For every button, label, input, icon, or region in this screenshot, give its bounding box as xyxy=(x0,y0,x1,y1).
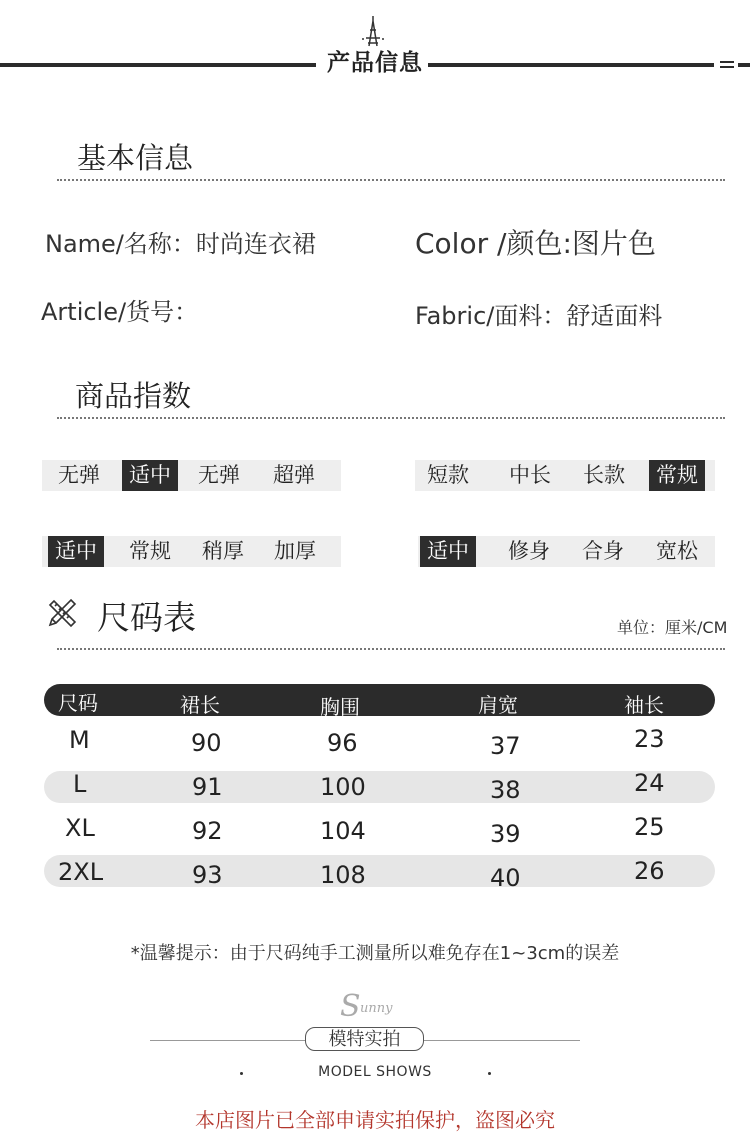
table-cell-size: M xyxy=(69,726,90,754)
index-thickness xyxy=(42,536,341,567)
page-title: 产品信息 xyxy=(327,50,423,76)
header-rule-end xyxy=(738,63,750,67)
header-dash xyxy=(720,66,734,68)
col-header-shoulder: 肩宽 xyxy=(478,693,518,717)
index-option: 无弹 xyxy=(198,463,240,487)
table-cell-size: L xyxy=(73,770,87,798)
header-rule-right xyxy=(428,63,714,67)
basic-info-title: 基本信息 xyxy=(77,141,194,175)
table-cell: 108 xyxy=(320,861,366,889)
sunny-logo xyxy=(338,988,408,1024)
svg-text:S: S xyxy=(340,989,361,1024)
unit-label: 单位：厘米/CM xyxy=(617,618,728,637)
index-option: 合身 xyxy=(582,539,624,563)
table-cell: 100 xyxy=(320,773,366,801)
index-option: 常规 xyxy=(129,539,171,563)
index-option-selected: 适中 xyxy=(420,536,476,567)
dotted-divider xyxy=(57,179,725,181)
header-dash xyxy=(720,61,734,63)
col-header-sleeve: 袖长 xyxy=(624,693,664,717)
table-cell: 104 xyxy=(320,817,366,845)
index-option: 短款 xyxy=(427,463,469,487)
index-option: 宽松 xyxy=(656,539,698,563)
table-cell: 39 xyxy=(490,820,521,848)
eiffel-tower-icon xyxy=(358,15,388,47)
index-fit xyxy=(418,536,715,567)
table-row-stripe xyxy=(44,771,715,803)
ruler-pencil-icon xyxy=(46,597,78,629)
table-cell: 96 xyxy=(327,729,358,757)
table-cell-size: 2XL xyxy=(58,858,104,886)
col-header-size: 尺码 xyxy=(58,691,98,715)
table-cell: 25 xyxy=(634,813,665,841)
product-fabric: Fabric/面料：舒适面料 xyxy=(415,302,663,330)
table-cell: 37 xyxy=(490,732,521,760)
index-elasticity xyxy=(42,460,341,491)
table-cell: 90 xyxy=(191,729,222,757)
product-color: Color /颜色:图片色 xyxy=(415,227,656,260)
dotted-divider xyxy=(57,648,725,650)
footer-dot xyxy=(488,1072,491,1075)
table-cell-size: XL xyxy=(65,814,95,842)
table-cell: 24 xyxy=(634,769,665,797)
index-length xyxy=(415,460,715,491)
index-option: 加厚 xyxy=(274,539,316,563)
index-option: 超弹 xyxy=(273,463,315,487)
model-shows-label: 模特实拍 xyxy=(305,1027,424,1051)
table-cell: 93 xyxy=(192,861,223,889)
table-cell: 92 xyxy=(192,817,223,845)
measurement-tip: *温馨提示：由于尺码纯手工测量所以难免存在1~3cm的误差 xyxy=(130,943,620,964)
table-cell: 23 xyxy=(634,725,665,753)
table-cell: 91 xyxy=(192,773,223,801)
product-article: Article/货号： xyxy=(41,298,199,326)
table-cell: 38 xyxy=(490,776,521,804)
table-row-stripe xyxy=(44,855,715,887)
index-option: 修身 xyxy=(508,539,550,563)
product-name: Name/名称：时尚连衣裙 xyxy=(45,230,316,258)
index-option: 稍厚 xyxy=(202,539,244,563)
table-cell: 40 xyxy=(490,864,521,892)
table-cell: 26 xyxy=(634,857,665,885)
product-index-title: 商品指数 xyxy=(75,379,192,413)
index-option: 中长 xyxy=(509,463,551,487)
model-shows-english: MODEL SHOWS xyxy=(318,1064,432,1080)
dotted-divider xyxy=(57,417,725,419)
col-header-bust: 胸围 xyxy=(320,695,360,719)
col-header-length: 裙长 xyxy=(180,693,220,717)
index-option-selected: 适中 xyxy=(122,460,178,491)
size-chart-title: 尺码表 xyxy=(97,598,196,637)
svg-text:unny: unny xyxy=(360,1001,393,1016)
index-option: 无弹 xyxy=(58,463,100,487)
index-option: 长款 xyxy=(583,463,625,487)
index-option-selected: 适中 xyxy=(48,536,104,567)
copyright-warning: 本店图片已全部申请实拍保护，盗图必究 xyxy=(195,1108,555,1132)
index-option-selected: 常规 xyxy=(649,460,705,491)
size-table-header xyxy=(44,684,715,719)
